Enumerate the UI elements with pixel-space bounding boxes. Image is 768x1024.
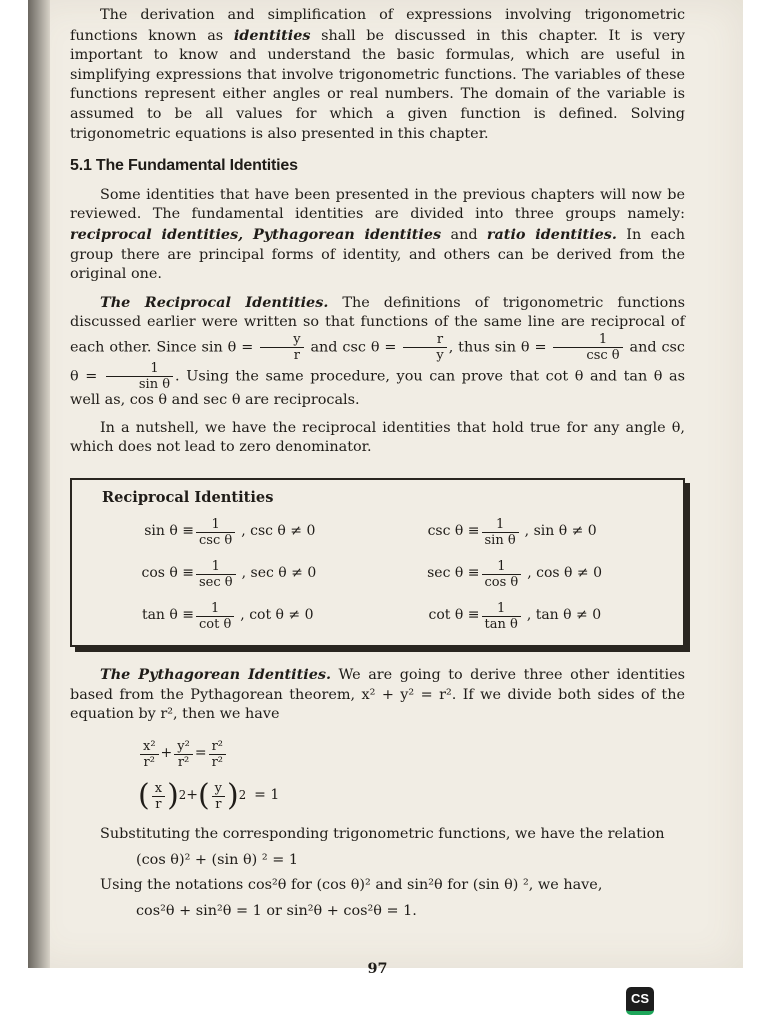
final-identity: cos²θ + sin²θ = 1 or sin²θ + cos²θ = 1. [136, 902, 417, 919]
nutshell-paragraph: In a nutshell, we have the reciprocal identities that hold true for any angle θ, which does not lead to zero denominator. [70, 419, 685, 456]
camscanner-logo: CS [626, 987, 654, 1015]
identity-left: sin θ ≡ $\frac{1}{\text{csc θ}}$ , csc θ ≠ 0 [144, 516, 316, 548]
identity-row [102, 511, 683, 553]
identities-emphasis: identities [233, 26, 311, 44]
box-title: Reciprocal Identities [102, 488, 274, 506]
page-number: 97 [367, 960, 388, 978]
fraction-1-over-sin: $\frac{1}{\text{sin θ}}$ [106, 362, 173, 391]
equation-divided: $\frac{\text{x²}}{\text{r²}}$ + $\frac{\text{y²}}{\text{r²}}$ = $\frac{\text{r²}}{\text{r²}}$ [138, 733, 685, 775]
identity-left: tan θ ≡ $\frac{1}{\text{cot θ}}$ , cot θ ≠ 0 [141, 600, 314, 632]
page-content [70, 6, 685, 979]
identity-row [102, 553, 683, 595]
reciprocal-identities-box [70, 478, 685, 648]
intro-paragraph: The derivation and simplification of expressions involving trigonometric functions known as identities shall be discussed in this chapter. It is very important to know and understand the basic formulas, which are useful in simplifying expressions that involve trigonometric functions. The variables of these functions represent either angles or real numbers. The domain of the variable is assumed to be all values for which a given function is defined. Solving trigonometric equations is also presented in this chapter. [70, 7, 685, 142]
reciprocal-lead: The Reciprocal Identities. [100, 293, 329, 311]
fraction-y-over-r: $\frac{y}{r}$ [260, 333, 303, 362]
equation-squared-ratios: ( $\frac{x}{r}$ ) 2 + ( $\frac{y}{r}$ ) 2 = 1 [138, 778, 280, 814]
derivation-equations [138, 733, 685, 817]
pythagorean-paragraph: The Pythagorean Identities. We are going to derive three other identities based from the Pythagorean theorem, x² + y² = r². If we divide both sides of the equation by r², then we have [70, 666, 685, 723]
notation-text: Using the notations cos²θ for (cos θ)² and sin²θ for (sin θ) ², we have, [100, 877, 603, 894]
identity-row [102, 595, 683, 637]
fraction-r-over-y: $\frac{r}{y}$ [403, 333, 446, 362]
identity-left: cos θ ≡ $\frac{1}{\text{sec θ}}$ , sec θ ≠ 0 [141, 558, 317, 590]
fraction-1-over-csc: $\frac{1}{\text{csc θ}}$ [553, 333, 622, 362]
book-spine-shadow [28, 0, 50, 968]
section-heading: 5.1 The Fundamental Identities [70, 157, 298, 175]
section-intro-paragraph: Some identities that have been presented in the previous chapters will now be reviewed. The fundamental identities are divided into three groups namely: reciprocal identities, Pythagorean identities and ratio identities. In each group there are principal forms of identity, and others can be derived from the original one. [70, 186, 685, 283]
identity-right: cot θ ≡ $\frac{1}{\text{tan θ}}$ , tan θ ≠ 0 [428, 600, 602, 632]
identity-right: sec θ ≡ $\frac{1}{\text{cos θ}}$ , cos θ ≠ 0 [427, 558, 603, 590]
substitution-text: Substituting the corresponding trigonometric functions, we have the relation [100, 826, 665, 843]
pythagorean-lead: The Pythagorean Identities. [100, 666, 331, 684]
relation-equation: (cos θ)² + (sin θ) ² = 1 [136, 851, 298, 868]
reciprocal-paragraph: The Reciprocal Identities. The definitions of trigonometric functions discussed earlier were written so that functions of the same line are reciprocal of each other. Since sin θ = $\frac{y}{r}$ and csc θ = $\frac{r}{y}$ , thus sin θ = $\frac{1}{\text{csc θ}}$ and csc θ = $\frac{1}{\text{sin θ}}$ . Using the same procedure, you can prove that cot θ and tan θ as well as, cos θ and sec θ are reciprocals. [70, 293, 685, 408]
identity-right: csc θ ≡ $\frac{1}{\text{sin θ}}$ , sin θ ≠ 0 [427, 516, 597, 548]
identity-rows [102, 511, 683, 637]
